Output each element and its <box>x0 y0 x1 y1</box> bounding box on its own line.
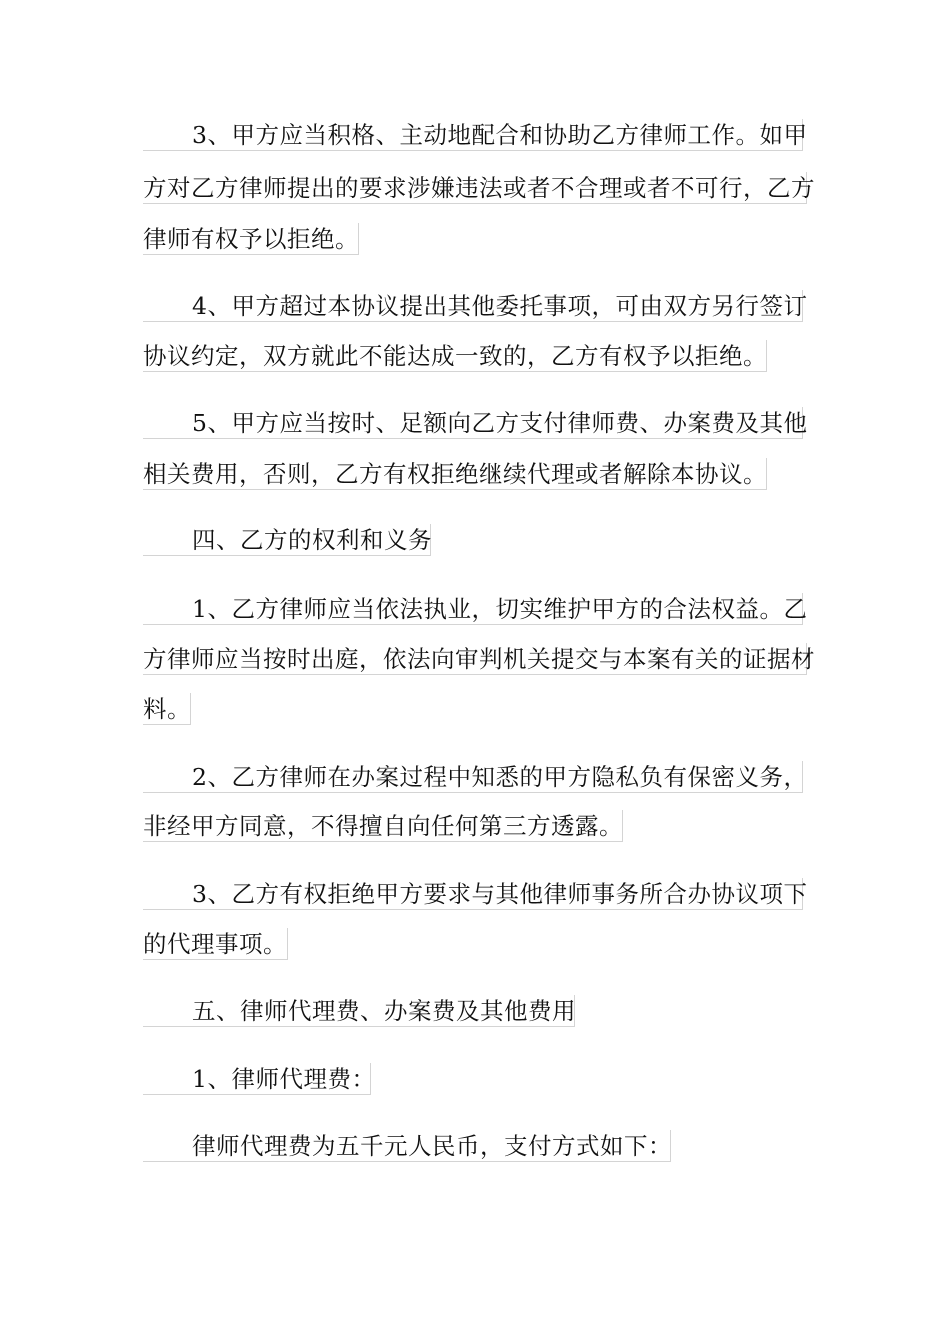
section-heading: 四、乙方的权利和义务 <box>143 524 431 556</box>
section-heading: 五、律师代理费、办案费及其他费用 <box>143 995 575 1027</box>
paragraph-line: 协议约定，双方就此不能达成一致的，乙方有权予以拒绝。 <box>143 342 767 370</box>
paragraph-line: 2、乙方律师在办案过程中知悉的甲方隐私负有保密义务， <box>143 761 803 793</box>
paragraph-line: 5、甲方应当按时、足额向乙方支付律师费、办案费及其他 <box>143 407 803 439</box>
paragraph-line: 方对乙方律师提出的要求涉嫌违法或者不合理或者不可行，乙方 <box>143 174 815 202</box>
paragraph-line: 的代理事项。 <box>143 930 287 958</box>
paragraph-line: 方律师应当按时出庭，依法向审判机关提交与本案有关的证据材 <box>143 645 815 673</box>
paragraph-line: 相关费用，否则，乙方有权拒绝继续代理或者解除本协议。 <box>143 460 767 488</box>
paragraph-line: 非经甲方同意，不得擅自向任何第三方透露。 <box>143 812 623 840</box>
paragraph-line: 1、律师代理费： <box>143 1063 371 1095</box>
paragraph-line: 3、甲方应当积格、主动地配合和协助乙方律师工作。如甲 <box>143 119 803 151</box>
paragraph-line: 1、乙方律师应当依法执业，切实维护甲方的合法权益。乙 <box>143 593 803 625</box>
paragraph-line: 律师有权予以拒绝。 <box>143 225 359 253</box>
paragraph-line: 3、乙方有权拒绝甲方要求与其他律师事务所合办协议项下 <box>143 878 803 910</box>
paragraph-line: 律师代理费为五千元人民币，支付方式如下： <box>143 1130 671 1162</box>
paragraph-line: 料。 <box>143 695 191 723</box>
paragraph-line: 4、甲方超过本协议提出其他委托事项，可由双方另行签订 <box>143 290 803 322</box>
